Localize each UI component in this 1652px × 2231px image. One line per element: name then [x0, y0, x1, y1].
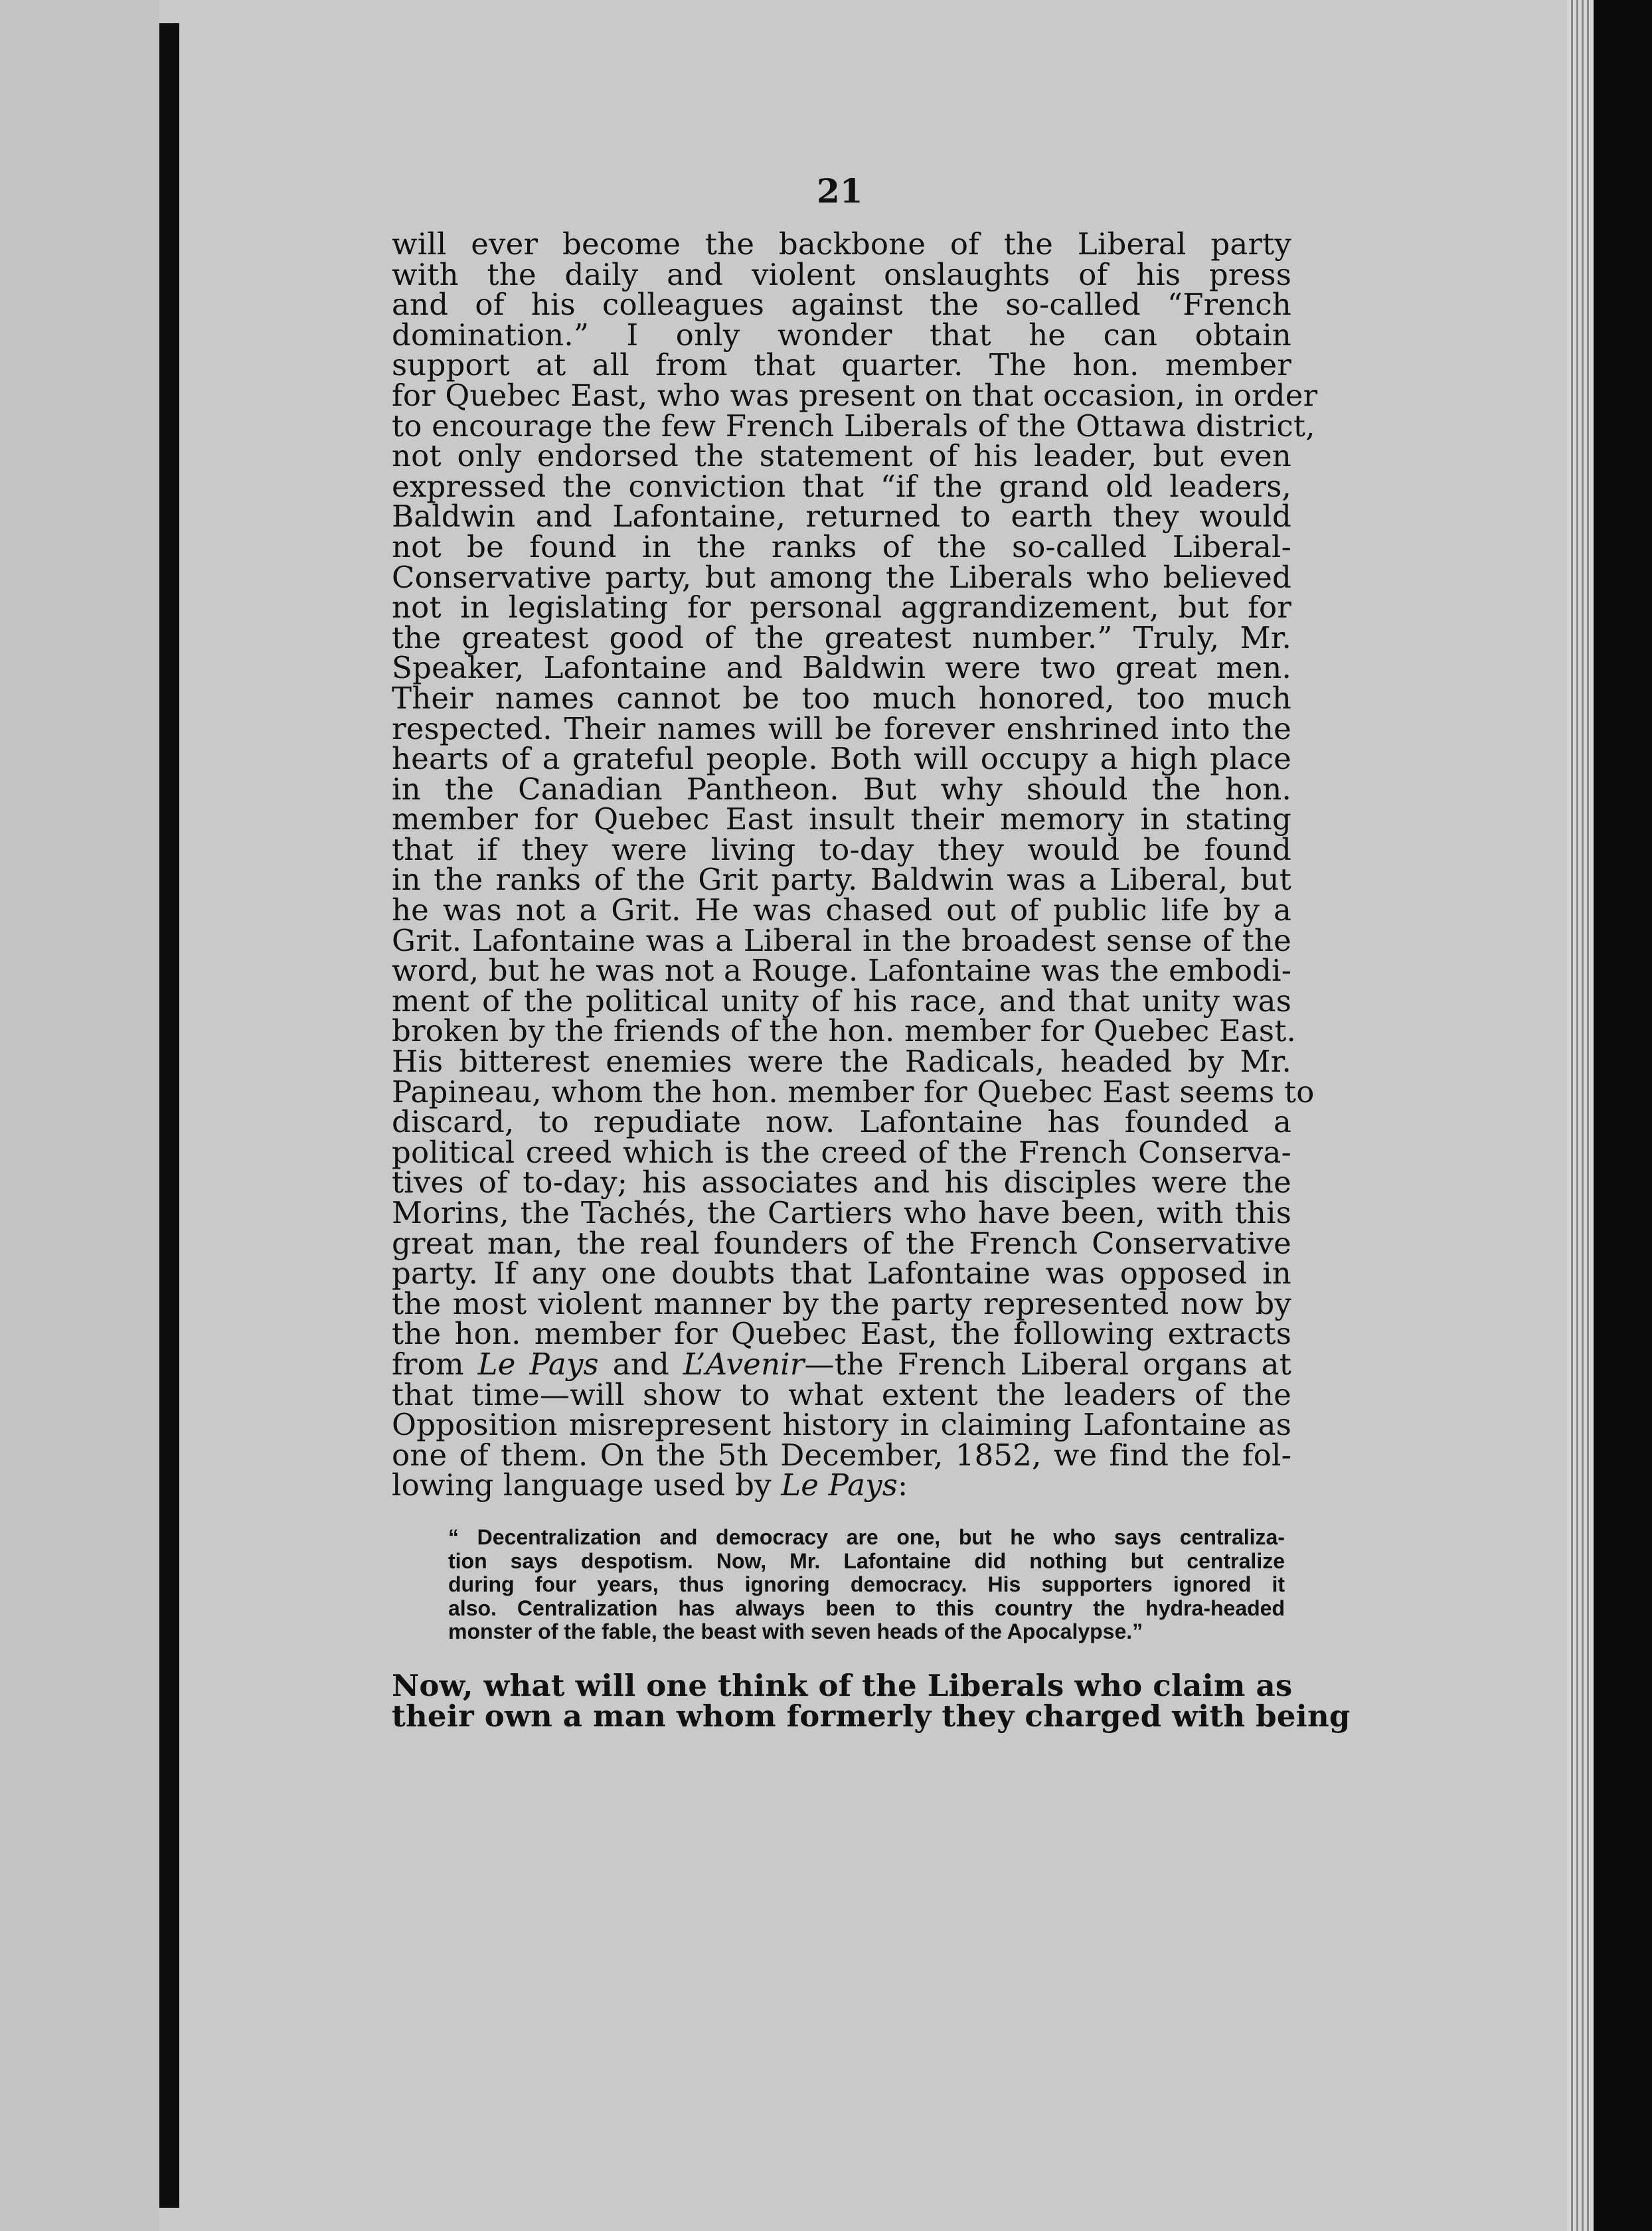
text-line: for Quebec East, who was present on that occasion, in order	[392, 377, 1318, 413]
text-line: domination.” I only wonder that he can obtain	[392, 317, 1291, 353]
facing-page-margin	[0, 0, 159, 2231]
text-line: ment of the political unity of his race, and that unity was	[392, 983, 1291, 1019]
text-line: will ever become the backbone of the Liberal party	[392, 226, 1291, 262]
text-line: not in legislating for personal aggrandizement, but for	[392, 590, 1291, 625]
text-line: Morins, the Tachés, the Cartiers who have been, with this	[392, 1195, 1291, 1230]
text-line: Now, what will one think of the Liberals who claim as	[392, 1667, 1293, 1703]
text-line: discard, to repudiate now. Lafontaine has founded a	[392, 1104, 1291, 1140]
publication-title: Le Pays	[477, 1346, 599, 1382]
text-line: respected. Their names will be forever enshrined into the	[392, 710, 1291, 746]
text-line: political creed which is the creed of the French Conserva-	[392, 1134, 1291, 1170]
text-line: in the Canadian Pantheon. But why should the hon.	[392, 771, 1291, 807]
text-line: Baldwin and Lafontaine, returned to earth they would	[392, 499, 1291, 535]
text-line: the greatest good of the greatest number.” Truly, Mr.	[392, 620, 1291, 655]
text-line: great man, the real founders of the French Conservative	[392, 1225, 1291, 1261]
text-line: Grit. Lafontaine was a Liberal in the broadest sense of the	[392, 922, 1291, 958]
text-line: Conservative party, but among the Liberals who believed	[392, 559, 1291, 595]
text-line: word, but he was not a Rouge. Lafontaine was the embodi-	[392, 953, 1292, 989]
text-line: lowing language used by Le Pays:	[392, 1467, 908, 1503]
publication-title: Le Pays	[781, 1467, 898, 1503]
text-line: Their names cannot be too much honored, too much	[392, 680, 1291, 716]
page-number: 21	[817, 171, 863, 210]
text-line: support at all from that quarter. The hon. member	[392, 347, 1291, 383]
text-line: and of his colleagues against the so-called “French	[392, 287, 1291, 323]
quote-line: tion says despotism. Now, Mr. Lafontaine did nothing but centralize	[448, 1548, 1285, 1573]
text-line: party. If any one doubts that Lafontaine was opposed in	[392, 1256, 1291, 1291]
block-quote	[448, 1526, 1285, 1644]
text-line: one of them. On the 5th December, 1852, we find the fol-	[392, 1437, 1291, 1473]
binding-shadow	[159, 23, 179, 2208]
text-line: to encourage the few French Liberals of the Ottawa district,	[392, 408, 1315, 444]
text-line: Opposition misrepresent history in claiming Lafontaine as	[392, 1407, 1291, 1443]
paragraph	[392, 226, 1318, 1352]
closing-paragraph	[392, 1667, 1351, 1734]
quote-line: monster of the fable, the beast with seven heads of the Apocalypse.”	[448, 1619, 1143, 1644]
quote-line: during four years, thus ignoring democracy. His supporters ignored it	[448, 1572, 1285, 1597]
quote-line: “ Decentralization and democracy are one, but he who says centraliza-	[448, 1525, 1285, 1549]
quote-line: also. Centralization has always been to this country the hydra-headed	[448, 1596, 1285, 1620]
text-line: Papineau, whom the hon. member for Quebec East seems to	[392, 1074, 1315, 1110]
text-line: that if they were living to-day they would be found	[392, 831, 1291, 867]
body-text	[392, 226, 1351, 1734]
page-edge	[1567, 0, 1594, 2231]
text-line: their own a man whom formerly they charged with being	[392, 1698, 1351, 1734]
text-line: broken by the friends of the hon. member for Quebec East.	[392, 1013, 1297, 1049]
text-line: with the daily and violent onslaughts of his press	[392, 256, 1291, 292]
text-line: the most violent manner by the party represented now by	[392, 1285, 1291, 1321]
text-line: that time—will show to what extent the leaders of the	[392, 1376, 1291, 1412]
text-line: tives of to-day; his associates and his disciples were the	[392, 1165, 1291, 1200]
paragraph-continued	[392, 1376, 1291, 1473]
publication-title: L’Avenir	[683, 1346, 805, 1382]
text-line: in the ranks of the Grit party. Baldwin was a Liberal, but	[392, 862, 1291, 898]
text-line: the hon. member for Quebec East, the following extracts	[392, 1316, 1291, 1352]
text-line: hearts of a grateful people. Both will occupy a high place	[392, 741, 1291, 777]
text-line: not only endorsed the statement of his leader, but even	[392, 438, 1291, 474]
text-line: His bitterest enemies were the Radicals, headed by Mr.	[392, 1044, 1291, 1080]
text-line: not be found in the ranks of the so-called Liberal-	[392, 529, 1291, 564]
text-line: from Le Pays and L’Avenir—the French Liberal organs at	[392, 1346, 1291, 1382]
text-line: he was not a Grit. He was chased out of public life by a	[392, 892, 1291, 928]
text-line: Speaker, Lafontaine and Baldwin were two great men.	[392, 650, 1291, 686]
text-line: member for Quebec East insult their memory in stating	[392, 801, 1291, 837]
text-line: expressed the conviction that “if the grand old leaders,	[392, 468, 1291, 504]
